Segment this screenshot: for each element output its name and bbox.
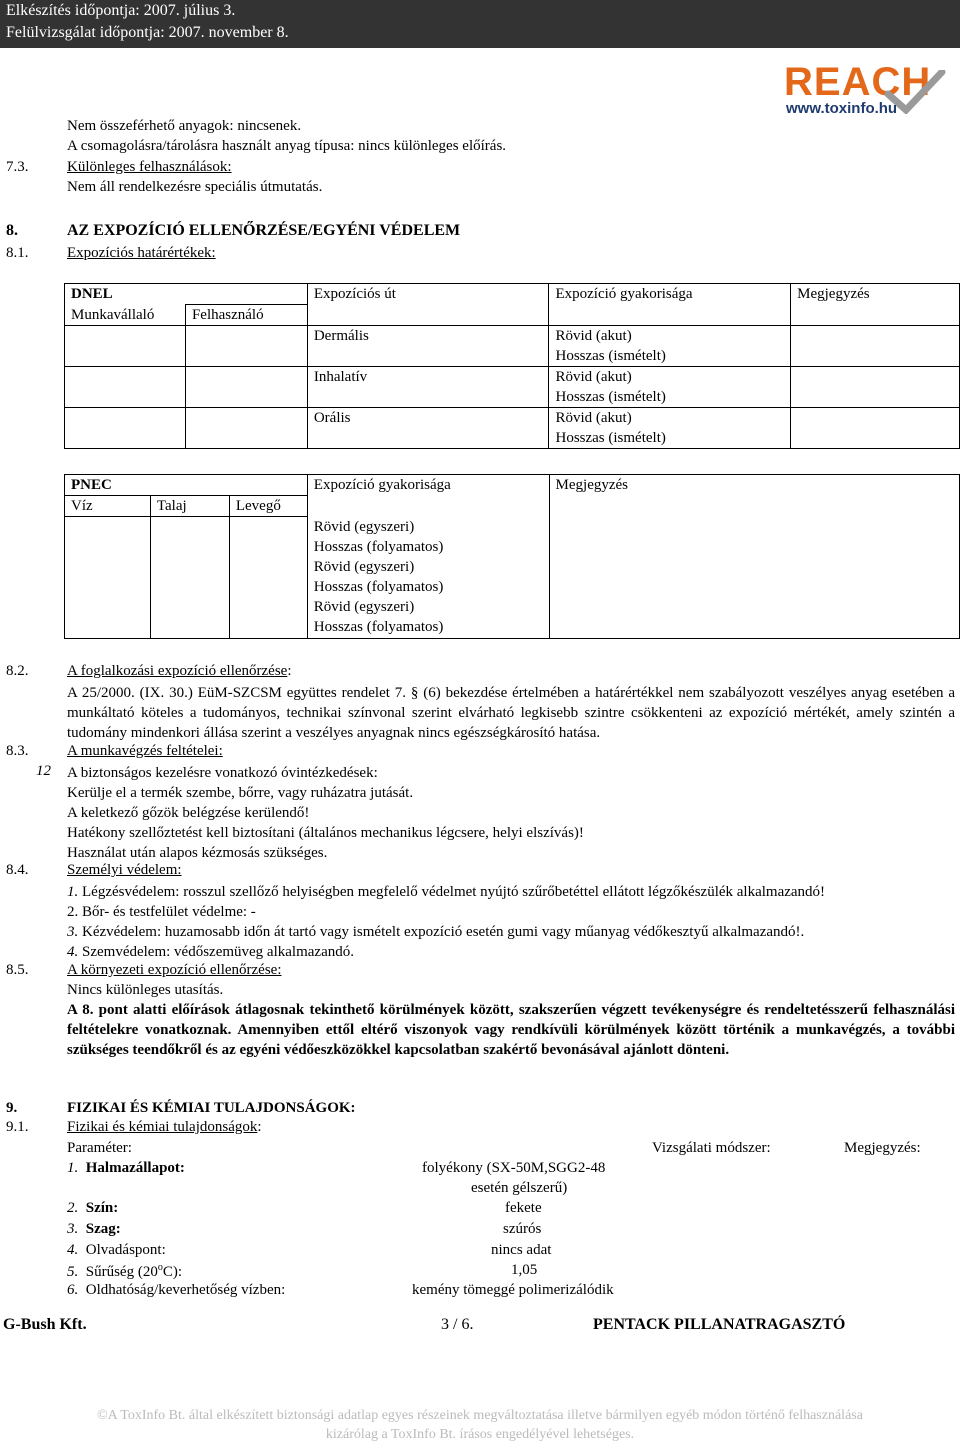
table-row: [65, 517, 960, 639]
list-item: 2. Szín:: [67, 1200, 119, 1216]
route-cell: Orális: [307, 408, 549, 449]
property-value: kemény tömeggé polimerizálódik: [412, 1282, 614, 1298]
section-8-number: 8.: [6, 222, 18, 239]
pnec-label: PNEC: [65, 475, 308, 496]
header-bar: [0, 0, 960, 48]
property-value: fekete: [505, 1200, 542, 1216]
logo-brand: REACH: [784, 60, 932, 104]
list-item: 4. Olvadáspont:: [67, 1242, 166, 1258]
method-header: Vizsgálati módszer:: [652, 1140, 771, 1156]
table-row: [65, 496, 960, 517]
frequency-cell: Rövid (akut) Hosszas (ismételt): [549, 408, 791, 449]
user-header: Felhasználó: [185, 305, 307, 326]
section-9-1-number: 9.1.: [6, 1119, 29, 1135]
list-item: 1. Halmazállapot:: [67, 1160, 185, 1176]
soil-header: Talaj: [150, 496, 229, 517]
section-8-4-number: 8.4.: [6, 862, 29, 878]
table-row: [65, 326, 960, 367]
section-8-5-number: 8.5.: [6, 962, 29, 978]
packaging-type: A csomagolásra/tárolásra használt anyag típusa: nincs különleges előírás.: [67, 138, 507, 154]
section-7-3-number: 7.3.: [6, 159, 29, 175]
property-value: 1,05: [511, 1262, 538, 1278]
route-cell: Inhalatív: [307, 367, 549, 408]
table-row: [65, 408, 960, 449]
section-8-2-title: A foglalkozási expozíció ellenőrzése:: [67, 663, 292, 679]
section-8-4-title: Személyi védelem:: [67, 862, 182, 878]
list-item: 5. Sűrűség (20$^o$C):: [67, 1262, 182, 1280]
copyright-notice: ©A ToxInfo Bt. által elkészített biztonsági adatlap egyes részeinek megváltoztatása illetve bármilyen egyéb módon történő felhasználása kizárólag a ToxInfo Bt. írásos engedélyével lehetséges.: [97, 1408, 863, 1442]
frequency-header: Expozíció gyakorisága: [307, 475, 549, 496]
note-header: Megjegyzés:: [844, 1140, 921, 1156]
dnel-label: DNEL: [65, 284, 308, 305]
list-item: 3. Kézvédelem: huzamosabb időn át tartó vagy ismételt expozíció esetén gumi vagy műanyag védőkesztyű alkalmazandó!.: [67, 924, 805, 940]
section-9-1-title: Fizikai és kémiai tulajdonságok:: [67, 1119, 262, 1135]
parameter-header: Paraméter:: [67, 1140, 132, 1156]
list-item: 1. Légzésvédelem: rosszul szellőző helyiségben megfelelő védelmet nyújtó szűrőbetéttel ellátott légzőkészülék alkalmazandó!: [67, 884, 826, 900]
property-value: szúrós: [503, 1221, 542, 1237]
property-value: nincs adat: [491, 1242, 552, 1258]
section-8-5-title: A környezeti expozíció ellenőrzése:: [67, 962, 282, 978]
protection-list: [67, 882, 825, 962]
section-9-title: FIZIKAI ÉS KÉMIAI TULAJDONSÁGOK:: [67, 1100, 356, 1116]
section-7-3-title: Különleges felhasználások:: [67, 159, 232, 175]
logo-url: www.toxinfo.hu: [786, 100, 898, 117]
section-8-5-disclaimer: A 8. pont alatti előírások átlagosnak tekinthető körülmények között, szakszerűen végzett tevékenységre és rendeltetésszerű felhasználási feltételekre vonatkoznak. Amennyiben ettől eltérő viszonyok vagy rendkívüli körülmények között történik a munkavégzés, a további szükséges teendőkről és az egyéni védőeszközökkel kapcsolatban szakértő bevonásával ajánlott dönteni.: [67, 1002, 955, 1058]
created-date: Elkészítés időpontja: 2007. július 3.: [6, 2, 236, 19]
table-row: [65, 475, 960, 496]
incompatible-materials: Nem összeférhető anyagok: nincsenek.: [67, 118, 302, 134]
list-item: 6. Oldhatóság/keverhetőség vízben:: [67, 1282, 286, 1298]
note-header: Megjegyzés: [791, 284, 960, 326]
section-7-3-text: Nem áll rendelkezésre speciális útmutatás.: [67, 179, 323, 195]
table-row: [65, 284, 960, 305]
footer-product: PENTACK PILLANATRAGASZTÓ: [593, 1316, 846, 1333]
frequency-header: Expozíció gyakorisága: [549, 284, 791, 326]
list-item: 3. Szag:: [67, 1221, 121, 1237]
revised-date: Felülvizsgálat időpontja: 2007. november 8.: [6, 24, 289, 41]
footer-page: 3 / 6.: [441, 1316, 474, 1333]
footer-company: G-Bush Kft.: [3, 1316, 87, 1333]
property-value-cont: esetén gélszerű): [471, 1180, 568, 1196]
frequency-cell: Rövid (egyszeri) Hosszas (folyamatos) Rövid (egyszeri) Hosszas (folyamatos) Rövid (egyszeri) Hosszas (folyamatos): [307, 517, 549, 639]
dnel-table: [64, 283, 960, 449]
route-header: Expozíciós út: [307, 284, 549, 326]
note-header: Megjegyzés: [549, 475, 959, 496]
reach-logo: [784, 60, 944, 126]
section-9-number: 9.: [6, 1100, 18, 1116]
list-item: 4. Szemvédelem: védőszemüveg alkalmazandó.: [67, 944, 354, 960]
table-row: [65, 367, 960, 408]
section-8-3-title: A munkavégzés feltételei:: [67, 743, 223, 759]
frequency-cell: Rövid (akut) Hosszas (ismételt): [549, 326, 791, 367]
employer-header: Munkavállaló: [65, 305, 186, 326]
section-8-1-title: Expozíciós határértékek:: [67, 245, 216, 261]
route-cell: Dermális: [307, 326, 549, 367]
frequency-cell: Rövid (akut) Hosszas (ismételt): [549, 367, 791, 408]
property-value: folyékony (SX-50M,SGG2-48: [422, 1160, 606, 1176]
section-8-2-number: 8.2.: [6, 663, 29, 679]
section-8-5-text: Nincs különleges utasítás.: [67, 982, 224, 998]
water-header: Víz: [65, 496, 151, 517]
pnec-table: [64, 474, 960, 639]
list-item: 2. Bőr- és testfelület védelme: -: [67, 904, 256, 920]
section-8-2-text: A 25/2000. (IX. 30.) EüM-SZCSM együttes rendelet 7. § (6) bekezdése értelmében a határértékkel nem szabályozott veszélyes anyag esetében a munkáltató köteles a tudományos, technikai színvonal szerint elvárható legkisebb szintre csökkenteni az expozíció mértékét, amely szintén a tudomány mindenkori állása szerint a veszélyes anyagnak nincs egészségkárosító hatása.: [67, 685, 955, 741]
section-8-3-item-number: 12: [36, 763, 51, 779]
air-header: Levegő: [229, 496, 307, 517]
section-8-1-number: 8.1.: [6, 245, 29, 261]
section-8-3-lines: A biztonságos kezelésre vonatkozó óvintézkedések: Kerülje el a termék szembe, bőrre, vagy ruházatra jutását. A keletkező gőzök belégzése kerülendő! Hatékony szellőztetést kell biztosítani (általános mechanikus légcsere, helyi elszívás)! Használat után alapos kézmosás szükséges.: [67, 765, 584, 861]
section-8-title: AZ EXPOZÍCIÓ ELLENŐRZÉSE/EGYÉNI VÉDELEM: [67, 222, 461, 239]
section-8-3-number: 8.3.: [6, 743, 29, 759]
